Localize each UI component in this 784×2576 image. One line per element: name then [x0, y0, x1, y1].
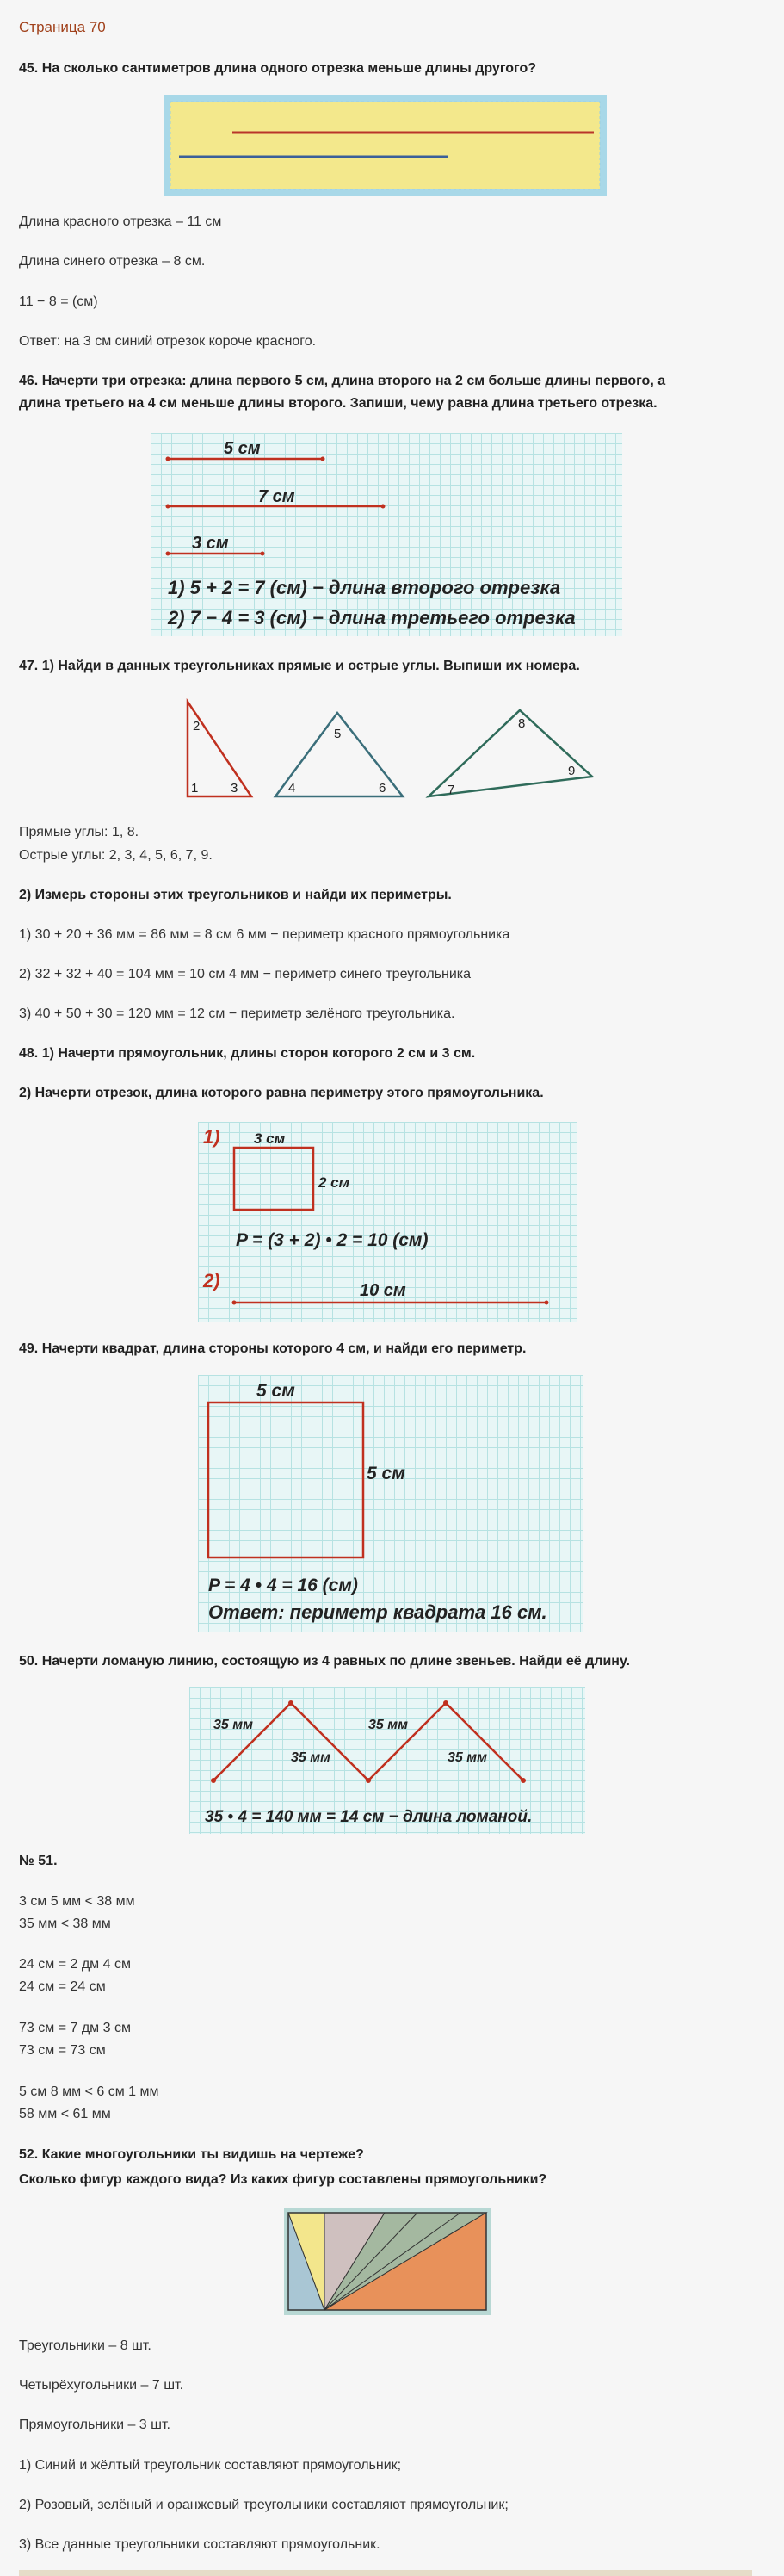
p52-answer-1: Треугольники – 8 шт.: [19, 2338, 151, 2353]
p47-acute-angles: Острые углы: 2, 3, 4, 5, 6, 7, 9.: [19, 848, 213, 863]
svg-text:35 мм: 35 мм: [448, 1750, 487, 1765]
svg-text:3: 3: [231, 781, 238, 796]
svg-text:3 см: 3 см: [254, 1130, 286, 1147]
figure-48-rectangle: [198, 1122, 577, 1322]
svg-text:4: 4: [288, 781, 296, 796]
problem-51-title: № 51.: [19, 1854, 58, 1868]
p45-answer-2: Длина синего отрезка – 8 см.: [19, 254, 206, 269]
p51-line: 24 см = 2 дм 4 см: [19, 1957, 131, 1972]
p47-result-2: 2) 32 + 32 + 40 = 104 мм = 10 см 4 мм − периметр синего треугольника: [19, 967, 472, 981]
problem-49-question: 49. Начерти квадрат, длина стороны которого 4 см, и найди его периметр.: [19, 1341, 527, 1356]
problem-52-question-2: Сколько фигур каждого вида? Из каких фигур составлены прямоугольники?: [19, 2172, 547, 2187]
p47-right-angles: Прямые углы: 1, 8.: [19, 825, 139, 839]
p51-line: 3 см 5 мм < 38 мм: [19, 1894, 135, 1909]
solution-line-2: 2) 7 − 4 = 3 (см) − длина третьего отрезка: [168, 607, 576, 629]
label-7cm: 7 см: [258, 487, 295, 506]
svg-text:7: 7: [448, 783, 455, 797]
problem-48-question-2: 2) Начерти отрезок, длина которого равна периметру этого прямоугольника.: [19, 1086, 544, 1100]
drawn-polyline: [213, 1703, 523, 1780]
problem-52-question-1: 52. Какие многоугольники ты видишь на чертеже?: [19, 2147, 364, 2162]
square-answer: Ответ: периметр квадрата 16 см.: [208, 1601, 547, 1623]
svg-text:9: 9: [568, 764, 576, 778]
p51-line: 35 мм < 38 мм: [19, 1917, 111, 1931]
svg-text:10 см: 10 см: [360, 1281, 406, 1300]
drawn-rectangle: [234, 1148, 313, 1210]
p45-answer-4: Ответ: на 3 см синий отрезок короче красного.: [19, 334, 317, 349]
svg-text:1: 1: [191, 781, 199, 796]
polyline-formula: 35 • 4 = 140 мм = 14 см − длина ломаной.: [205, 1808, 533, 1826]
p47-result-1: 1) 30 + 20 + 36 мм = 86 мм = 8 см 6 мм − периметр красного прямоугольника: [19, 927, 510, 942]
svg-text:5 см: 5 см: [256, 1381, 295, 1401]
p51-line: 58 мм < 61 мм: [19, 2107, 111, 2121]
svg-text:5: 5: [334, 727, 342, 741]
solution-line-1: 1) 5 + 2 = 7 (см) − длина второго отрезка: [168, 577, 561, 598]
page-title: Страница 70: [19, 19, 106, 35]
svg-text:2): 2): [203, 1270, 220, 1291]
label-3cm: 3 см: [192, 534, 229, 553]
problem-50-question: 50. Начерти ломаную линию, состоящую из 4 равных по длине звеньев. Найди её длину.: [19, 1654, 630, 1669]
svg-text:5 см: 5 см: [367, 1464, 405, 1483]
p52-answer-4: 1) Синий и жёлтый треугольник составляют прямоугольник;: [19, 2458, 402, 2473]
p52-answer-3: Прямоугольники – 3 шт.: [19, 2418, 170, 2432]
footer-divider: [19, 2570, 752, 2576]
drawn-square: [208, 1403, 363, 1557]
label-5cm: 5 см: [224, 439, 261, 458]
svg-text:35 мм: 35 мм: [368, 1718, 408, 1732]
p45-answer-3: 11 − 8 = (см): [19, 294, 98, 309]
problem-46-question-line2: длина третьего на 4 см меньше длины второго. Запиши, чему равна длина третьего отрезка.: [19, 396, 657, 411]
p51-line: 73 см = 7 дм 3 см: [19, 2021, 131, 2035]
svg-text:2 см: 2 см: [318, 1174, 350, 1191]
figure-52-shapes: [284, 2208, 491, 2315]
problem-47-question: 47. 1) Найди в данных треугольниках прямые и острые углы. Выпиши их номера.: [19, 659, 580, 673]
square-perimeter-formula: P = 4 • 4 = 16 (см): [208, 1576, 358, 1595]
perimeter-formula: P = (3 + 2) • 2 = 10 (см): [236, 1230, 429, 1250]
problem-46-question-line1: 46. Начерти три отрезка: длина первого 5 см, длина второго на 2 см больше длины первого, а: [19, 374, 666, 388]
problem-48-question-1: 48. 1) Начерти прямоугольник, длины сторон которого 2 см и 3 см.: [19, 1046, 476, 1061]
figure-50-polyline: [189, 1687, 585, 1834]
p52-answer-2: Четырёхугольники – 7 шт.: [19, 2378, 184, 2393]
problem-47-question-2: 2) Измерь стороны этих треугольников и найди их периметры.: [19, 888, 452, 902]
svg-text:6: 6: [379, 781, 386, 796]
p51-line: 73 см = 73 см: [19, 2043, 106, 2058]
p51-line: 5 см 8 мм < 6 см 1 мм: [19, 2084, 159, 2099]
svg-text:8: 8: [518, 716, 526, 731]
p45-answer-1: Длина красного отрезка – 11 см: [19, 214, 222, 229]
p47-result-3: 3) 40 + 50 + 30 = 120 мм = 12 см − периметр зелёного треугольника.: [19, 1006, 455, 1021]
svg-text:35 мм: 35 мм: [291, 1750, 330, 1765]
p52-answer-5: 2) Розовый, зелёный и оранжевый треугольники составляют прямоугольник;: [19, 2498, 509, 2512]
figure-45-segments: [164, 95, 607, 196]
figure-47-triangles: [172, 689, 602, 809]
p51-line: 24 см = 24 см: [19, 1979, 106, 1994]
figure-46-segments: [151, 433, 622, 636]
figure-49-square: [198, 1375, 583, 1632]
svg-text:35 мм: 35 мм: [213, 1718, 253, 1732]
svg-text:2: 2: [193, 719, 201, 734]
p52-answer-6: 3) Все данные треугольники составляют прямоугольник.: [19, 2537, 380, 2552]
problem-45-question: 45. На сколько сантиметров длина одного отрезка меньше длины другого?: [19, 61, 537, 76]
svg-text:1): 1): [203, 1126, 220, 1148]
